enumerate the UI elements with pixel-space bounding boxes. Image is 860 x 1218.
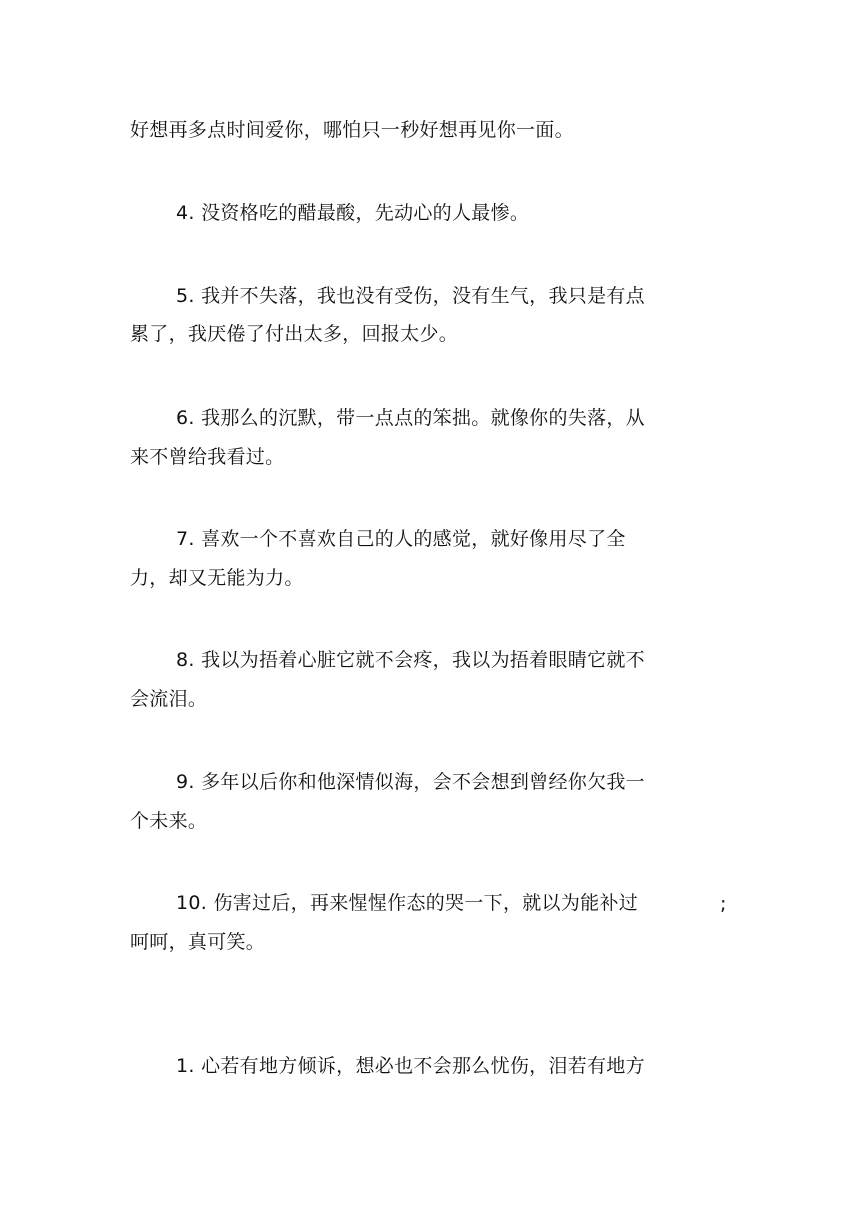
- stray-semicolon: ;: [720, 893, 727, 915]
- list-item-10-cont: 呵呵，真可笑。: [130, 931, 266, 953]
- list-item-7-cont: 力，却又无能为力。: [130, 567, 304, 589]
- list-item-5-cont: 累了，我厌倦了付出太多，回报太少。: [130, 323, 459, 345]
- list-item-6: 6. 我那么的沉默，带一点点的笨拙。就像你的失落，从: [176, 407, 645, 429]
- list-item-1: 1. 心若有地方倾诉，想必也不会那么忧伤，泪若有地方: [176, 1055, 645, 1077]
- list-item-8: 8. 我以为捂着心脏它就不会疼，我以为捂着眼睛它就不: [176, 649, 645, 671]
- list-item-5: 5. 我并不失落，我也没有受伤，没有生气，我只是有点: [176, 285, 645, 307]
- list-item-9-cont: 个未来。: [130, 810, 208, 832]
- text-line: 好想再多点时间爱你，哪怕只一秒好想再见你一面。: [130, 119, 574, 141]
- list-item-9: 9. 多年以后你和他深情似海，会不会想到曾经你欠我一: [176, 771, 645, 793]
- list-item-6-cont: 来不曾给我看过。: [130, 446, 285, 468]
- list-item-8-cont: 会流泪。: [130, 688, 208, 710]
- list-item-7: 7. 喜欢一个不喜欢自己的人的感觉，就好像用尽了全: [176, 528, 626, 550]
- list-item-10: 10. 伤害过后，再来惺惺作态的哭一下，就以为能补过: [176, 892, 639, 914]
- list-item-4: 4. 没资格吃的醋最酸，先动心的人最惨。: [176, 202, 530, 224]
